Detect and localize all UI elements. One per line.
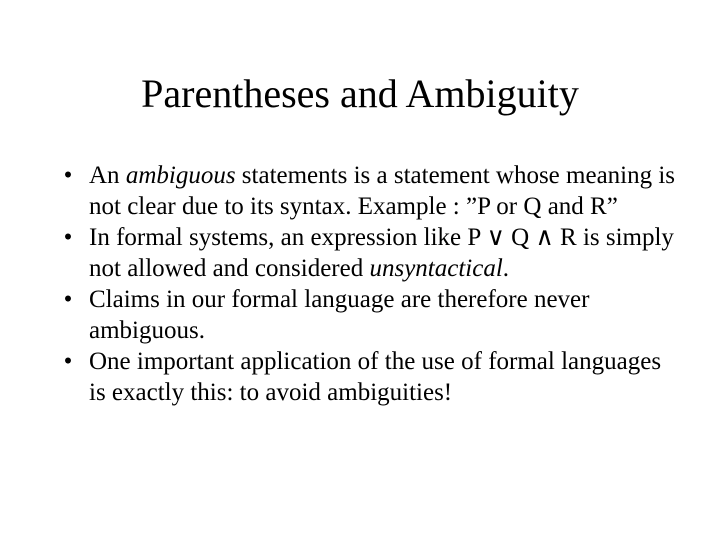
bullet-text-italic: unsyntactical [369, 255, 503, 282]
slide-title: Parentheses and Ambiguity [141, 71, 579, 116]
bullet-list [58, 160, 678, 408]
bullet-text-plain: statements is a statement whose meaning is not clear due to its syntax. Example : ”P or Q and R” [89, 162, 676, 220]
bullet-item [58, 222, 678, 284]
bullet-text-plain: In formal systems, an expression like P ∨ Q ∧ R is simply not allowed and considered [89, 224, 674, 282]
bullet-marker: • [63, 162, 73, 189]
bullet-text-plain: . [502, 255, 510, 282]
bullet-marker: • [63, 286, 73, 313]
bullet-marker: • [63, 224, 73, 251]
bullet-text-plain: One important application of the use of formal languages is exactly this: to avoid ambiguities! [89, 348, 662, 406]
bullet-item [58, 346, 678, 408]
bullet-marker: • [63, 348, 73, 375]
bullet-text-plain: An [89, 162, 126, 189]
bullet-item [58, 160, 678, 222]
bullet-item [58, 284, 678, 346]
bullet-text-plain: Claims in our formal language are therefore never ambiguous. [89, 286, 590, 344]
bullet-text-italic: ambiguous [125, 162, 236, 189]
